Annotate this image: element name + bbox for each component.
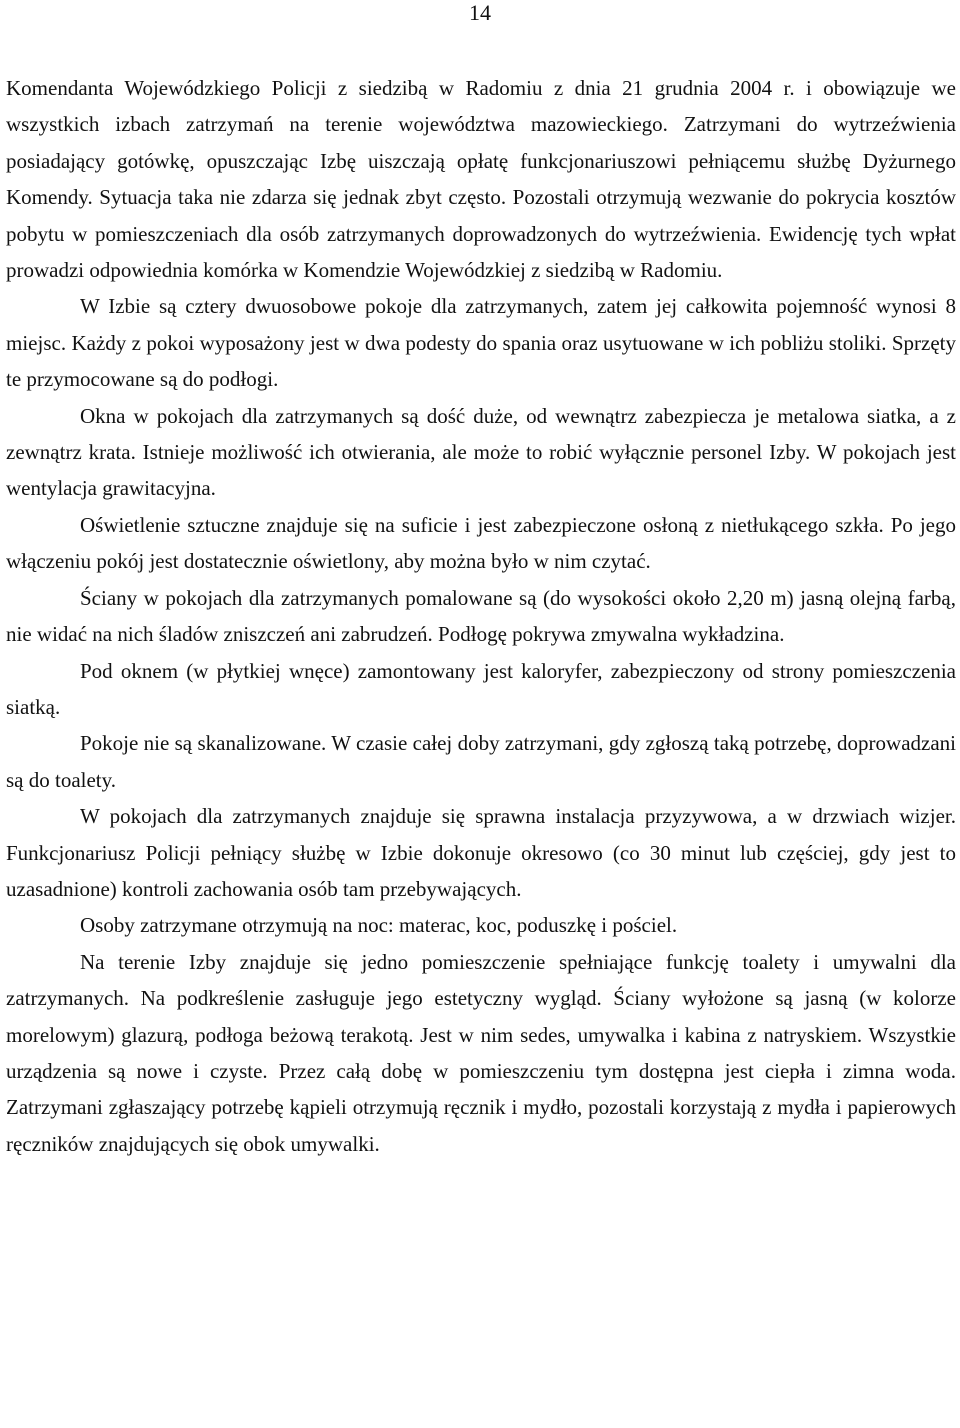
paragraph: Okna w pokojach dla zatrzymanych są dość duże, od wewnątrz zabezpiecza je metalowa siatka, a z zewnątrz krata. Istnieje możliwość ich otwierania, ale może to robić wyłącznie personel Izby. W pokojach jest wentylacja grawitacyjna. bbox=[6, 403, 956, 501]
paragraph: Pod oknem (w płytkiej wnęce) zamontowany jest kaloryfer, zabezpieczony od strony pomieszczenia siatką. bbox=[6, 658, 956, 719]
paragraph: Ściany w pokojach dla zatrzymanych pomalowane są (do wysokości około 2,20 m) jasną olejną farbą, nie widać na nich śladów zniszczeń ani zabrudzeń. Podłogę pokrywa zmywalna wykładzina. bbox=[6, 585, 956, 647]
paragraph: Komendanta Wojewódzkiego Policji z siedzibą w Radomiu z dnia 21 grudnia 2004 r. i obowiązuje we wszystkich izbach zatrzymań na terenie województwa mazowieckiego. Zatrzymani do wytrzeźwienia posiadający gotówkę, opuszczając Izbę uiszczają opłatę funkcjonariuszowi pełniącemu służbę Dyżurnego Komendy. Sytuacja taka nie zdarza się jednak zbyt często. Pozostali otrzymują wezwanie do pokrycia kosztów pobytu w pomieszczeniach dla osób zatrzymanych doprowadzonych do wytrzeźwienia. Ewidencję tych wpłat prowadzi odpowiednia komórka w Komendzie Wojewódzkiej z siedzibą w Radomiu. bbox=[6, 76, 956, 283]
paragraph: Pokoje nie są skanalizowane. W czasie całej doby zatrzymani, gdy zgłoszą taką potrzebę, doprowadzani są do toalety. bbox=[6, 731, 956, 792]
page-number: 14 bbox=[469, 0, 491, 25]
body-text bbox=[6, 70, 956, 1162]
paragraph: W pokojach dla zatrzymanych znajduje się sprawna instalacja przyzywowa, a w drzwiach wizjer. Funkcjonariusz Policji pełniący służbę w Izbie dokonuje okresowo (co 30 minut lub częściej, gdy jest to uzasadnione) kontroli zachowania osób tam przebywających. bbox=[6, 804, 956, 901]
paragraph: Oświetlenie sztuczne znajduje się na suficie i jest zabezpieczone osłoną z nietłukącego szkła. Po jego włączeniu pokój jest dostatecznie oświetlony, aby można było w nim czytać. bbox=[6, 512, 956, 574]
paragraph: W Izbie są cztery dwuosobowe pokoje dla zatrzymanych, zatem jej całkowita pojemność wynosi 8 miejsc. Każdy z pokoi wyposażony jest w dwa podesty do spania oraz usytuowane w ich pobliżu stoliki. Sprzęty te przymocowane są do podłogi. bbox=[6, 294, 956, 392]
paragraph: Osoby zatrzymane otrzymują na noc: materac, koc, poduszkę i pościel. bbox=[80, 913, 678, 938]
paragraph: Na terenie Izby znajduje się jedno pomieszczenie spełniające funkcję toalety i umywalni dla zatrzymanych. Na podkreślenie zasługuje jego estetyczny wygląd. Ściany wyłożone są jasną (w kolorze morelowym) glazurą, podłoga beżową terakotą. Jest w nim sedes, umywalka i kabina z natryskiem. Wszystkie urządzenia są nowe i czyste. Przez całą dobę w pomieszczeniu tym dostępna jest ciepła i zimna woda. Zatrzymani zgłaszający potrzebę kąpieli otrzymują ręcznik i mydło, pozostali korzystają z mydła i papierowych ręczników znajdujących się obok umywalki. bbox=[6, 949, 956, 1156]
